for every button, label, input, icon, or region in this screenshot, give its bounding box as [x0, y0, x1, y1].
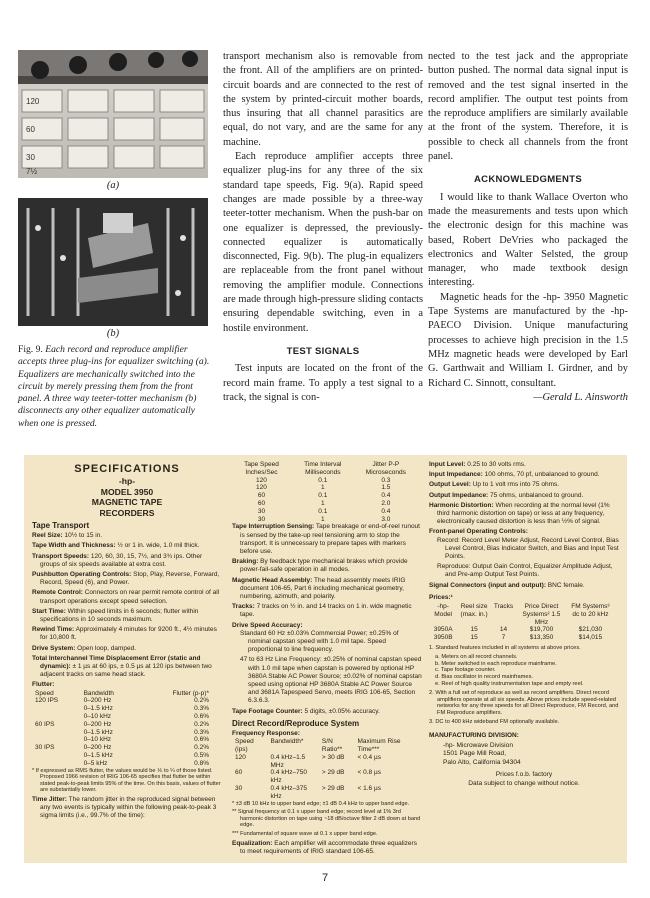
spec-head-assembly: Magnetic Head Assembly: The head assembly meets IRIG document 106-65, Part 6 including mechanical geometry, numbering, azimuth, and polarity. — [232, 576, 406, 600]
author-signature: —Gerald L. Ainsworth — [533, 391, 628, 403]
prices-table: -hp- Model Reel size (max. in.) Tracks Price Direct Systems² 1.5 MHz FM Systems³ dc to 20 kHz 3950A 15 14 $19,700 $21,030 3950B 15 7 $13,350 $14,015 — [433, 603, 610, 642]
paragraph: Magnetic heads for the -hp- 3950 Magnetic Tape Systems are manufactured by the -hp- PAECO Division. Unique manufacturing processes to achieve high precision in the 1.5 MHz magnetic heads were developed by Earl G. Garthwait and William I. Girdner, and by Richard C. Sinnott, consultant. — [428, 291, 628, 389]
spec-start-time: Start Time: Within speed limits in 6 seconds; flutter within specifications in 10 seconds maximum. — [32, 607, 199, 624]
paragraph: Each reproduce amplifier accepts three equalizer plug-ins for any three of the six standard tape speeds, Fig. 9(a). Rapid speed changes are made possible by a three-way teeter-totter mechanism. When the push-bar on one equalizer is depressed, the previously-connected equalizer is automatically disconnected, Fig. 9(b). The plug-in equalizers are replaceable from the front panel without removing the amplifier module. Connections are made through high-pressure sliding contacts ensuring dependable switching, even in a hostile environment. — [223, 151, 423, 334]
spec-front-panel: Front-panel Operating Controls: — [429, 528, 528, 536]
price-note: a. Meters on all record channels. — [435, 653, 518, 660]
price-note: 3. DC to 400 kHz wideband FM optionally available. — [429, 719, 560, 725]
spec-drive-speed-1: Standard 60 Hz ±0.03% Commercial Power; ±0.25% of nominal capstan speed with 1.0 mil tape. Speed proportional to line frequency. — [240, 629, 399, 654]
section-heading-test-signals: TEST SIGNALS — [286, 345, 360, 357]
spec-reel-size: Reel Size: 10½ to 15 in. — [32, 532, 103, 540]
figure-caption-text: Each record and reproduce amplifier accepts three plug-ins for equalizer switching (a). Equalizers are mechanically switched into the circuit by merely pressing them from the front panel. A three way teeter-totter mechanism (b) disconnects any other equalizer automatically when one is pressed. — [18, 344, 210, 429]
flutter-note: * If expressed as RMS flutter, the values would be ⅙ to ¼ of those listed. Proposed 1966 revision of IRIG 106-65 specifies that flutter be within stated peak-to-peak limits 95% of the time. On this basis, values of flutter are substantially lower. — [32, 767, 221, 794]
specs-column-1 — [32, 461, 222, 823]
spec-drive-speed-2: 47 to 63 Hz Line Frequency: ±0.25% of nominal capstan speed with 1.0 mil tape when capstan is powered by optional HP 3680A Stable AC Power Source; ±0.02% of nominal capstan speed using optional HP 3680A Stable AC Power Source and 3681A Tapespeed Servo, meets IRIG 106-65, Section 6.3.6.3. — [240, 656, 422, 705]
paragraph: transport mechanism also is removable from the front. All of the amplifiers are on printed-circuit boards and are connected to the rest of the system by printed-circuit mother boards, thus insuring that all channel parasitics are equal, do not vary, and are the same for any machine. — [223, 51, 423, 148]
price-notes — [429, 645, 619, 726]
spec-footage: Tape Footage Counter: 5 digits, ±0.05% accuracy. — [232, 707, 380, 715]
spec-input-impedance: Input Impedance: 100 ohms, 70 pf, unbalanced to ground. — [429, 471, 600, 479]
spec-remote: Remote Control: Connectors on rear permit remote control of all transport operations except speed selection. — [32, 589, 220, 605]
direct-record-heading: Direct Record/Reproduce System — [232, 718, 360, 728]
spec-output-level: Output Level: Up to 1 volt rms into 75 ohms. — [429, 481, 560, 489]
page-number: 7 — [321, 872, 329, 884]
price-note: d. Bias oscillator in record mainframes. — [435, 674, 533, 681]
figure-label-b: (b) — [106, 328, 120, 339]
spec-harmonic: Harmonic Distortion: When recording at the normal level (1% third harmonic distortion on tape) or less at any frequency, electronically caused distortion is less than ½% of signal. — [429, 501, 610, 526]
specs-hp: -hp- — [118, 476, 136, 486]
spec-equalization: Equalization: Each amplifier will accommodate three equalizers to meet requirements of IRIG standard 106-65. — [232, 839, 417, 855]
spec-braking: Braking: By feedback type mechanical brakes which provide power-fail-safe operation in all modes. — [232, 558, 408, 574]
paragraph: nected to the test jack and the appropriate button pushed. The normal data signal input is removed and the test signal inserted in the record amplifier. The output test points from the reproduce amplifiers are similarly available at the front of the system. Therefore, it is possible to check all channels from the front panel. — [428, 51, 628, 163]
teeter-totter-mechanism-illustration — [18, 198, 208, 326]
fr-note-3: *** Fundamental of square wave at 0.1 x upper band edge. — [232, 831, 378, 837]
specifications-box — [24, 455, 627, 863]
panel-marking: 7½ — [26, 167, 38, 176]
spec-interruption: Tape Interruption Sensing: Tape breakage or end-of-reel runout is sensed by the take-up reel tensioning arm to stop the transport. It is unnecessary to prepare tapes with markers before use. — [232, 523, 420, 555]
spec-tracks: Tracks: 7 tracks on ½ in. and 14 tracks on 1 in. wide magnetic tape. — [232, 603, 412, 619]
freq-response-heading: Frequency Response: — [232, 730, 300, 738]
spec-drive-speed: Drive Speed Accuracy: — [232, 621, 303, 629]
spec-drive: Drive System: Open loop, damped. — [32, 644, 137, 652]
spec-output-impedance: Output Impedance: 75 ohms, unbalanced to ground. — [429, 491, 584, 499]
paragraph: Test inputs are located on the front of the record main frame. To apply a test signal to a track, the signal is con- — [223, 363, 423, 403]
paragraph: I would like to thank Wallace Overton who made the measurements and tests upon which the electronic design for this machine was based, Robert DeVries who packaged the electronics and Walter Selsted, the group manager, who made textbook design interesting. — [428, 191, 628, 289]
specs-column-2 — [232, 461, 422, 858]
spec-time-jitter: Time Jitter: The random jitter in the reproduced signal between any two events is typically within the following peak-to-peak 3 sigma limits (i.e., 99.7% of the time): — [32, 796, 217, 820]
spec-tide: Total Interchannel Time Displacement Error (static and dynamic): ± 1 µs at 60 ips, ± 0.5 µs at 120 ips between two adjacent tracks on same head stack. — [32, 654, 212, 679]
panel-marking: 60 — [26, 125, 35, 134]
figure-caption — [18, 344, 212, 430]
flutter-table: Speed Bandwidth Flutter (p-p)* 120 IPS 0–200 Hz 0.2% 0–1.5 kHz 0.3% 0–10 kHz 0.6% 60 IPS 0–200 Hz 0.2% 0–1.5 kHz 0.3% 0–10 kHz 0.6% 30 IPS 0–200 Hz 0.2% 0–1.5 kHz 0.5% 0–5 kHz 0.8% — [35, 689, 209, 767]
spec-pushbutton: Pushbutton Operating Controls: Stop, Play, Reverse, Forward, Record, Speed (6), and Power. — [32, 571, 220, 587]
specs-model: MODEL 3950 — [100, 486, 154, 497]
panel-marking: 120 — [26, 97, 40, 106]
frequency-response-table: Speed (ips) Bandwidth* S/N Ratio** Maximum Rise Time*** 120 0.4 kHz–1.5 MHz > 30 dB < 0.4 µs 60 0.4 kHz–750 kHz > 29 dB < 0.8 µs 30 0.4 kHz–375 kHz > 29 dB < 1.6 µs — [235, 738, 401, 800]
prices-heading: Prices:¹ — [429, 593, 453, 601]
spec-front-panel-record: Record: Record Level Meter Adjust, Record Level Control, Bias Level Control, Bias Indicator Switch, and Bias and Input Test Points. — [437, 536, 619, 561]
price-note: b. Meter switched in each reproduce mainframe. — [435, 660, 557, 667]
specs-title: SPECIFICATIONS — [74, 463, 180, 475]
fr-note-2: ** Signal frequency at 0.1 x upper band edge; record level at 1% 3rd harmonic distortion on tape using ~18 dB/octave filter 2 dB down at band edge. — [232, 809, 421, 829]
price-note: 1. Standard features included in all systems at above prices. — [429, 645, 581, 652]
spec-tape-width: Tape Width and Thickness: ½ or 1 in. wide, 1.0 mil thick. — [32, 542, 200, 550]
spec-input-level: Input Level: 0.25 to 30 volts rms. — [429, 461, 526, 468]
figure-caption-lead: Fig. 9. — [18, 344, 46, 355]
spec-rewind: Rewind Time: Approximately 4 minutes for 9200 ft., 4½ minutes for 10,800 ft. — [32, 626, 217, 642]
tape-transport-heading: Tape Transport — [32, 521, 90, 530]
figure-label-a: (a) — [106, 180, 120, 191]
mfg-address: -hp- Microwave Division 1501 Page Mill Road, Palo Alto, California 94304 — [443, 742, 521, 766]
specs-column-3 — [429, 461, 619, 788]
jitter-table: Tape Speed Inches/Sec Time Interval Milliseconds Jitter P-P Microseconds 120 0.1 0.3 120 1 1.5 60 0.1 0.4 60 1 2.0 30 0.1 0.4 30 1 3.0 — [244, 461, 406, 523]
article-column-2 — [223, 50, 423, 405]
section-heading-acknowledgments: ACKNOWLEDGMENTS — [474, 174, 582, 186]
price-note: c. Tape footage counter. — [435, 667, 496, 674]
equalizer-panel-illustration — [18, 50, 208, 178]
mfg-footnote: Prices f.o.b. factory Data subject to change without notice. — [468, 771, 580, 787]
article-column-3 — [428, 50, 628, 405]
price-note: e. Reel of high quality instrumentation tape and empty reel. — [435, 681, 584, 688]
figure-9b-photo — [18, 198, 208, 326]
mfg-heading: MANUFACTURING DIVISION: — [429, 731, 519, 739]
figure-9a-photo — [18, 50, 208, 178]
fr-note-1: * ±3 dB 10 kHz to upper band edge; ±1 dB 0.4 kHz to upper band edge. — [232, 800, 410, 807]
price-note: 2. With a full set of reproduce as well as record amplifiers. Direct record amplifiers operate at all six speeds. Above prices include speed-related networks for any three speeds for all Direct Reproduce, FM Record, and FM Reproduce amplifiers. — [429, 689, 619, 717]
specs-subtitle: MAGNETIC TAPE RECORDERS — [91, 497, 163, 518]
spec-flutter-head: Flutter: — [32, 681, 55, 689]
spec-front-panel-reproduce: Reproduce: Output Gain Control, Equalizer Amplitude Adjust, and Pre-amp Output Test Points. — [437, 563, 613, 579]
spec-transport-speeds: Transport Speeds: 120, 60, 30, 15, 7½, and 3¾ ips. Other groups of six speeds available at extra cost. — [32, 552, 203, 568]
panel-marking: 30 — [26, 153, 35, 162]
spec-signal-connectors: Signal Connectors (input and output): BNC female. — [429, 581, 585, 589]
